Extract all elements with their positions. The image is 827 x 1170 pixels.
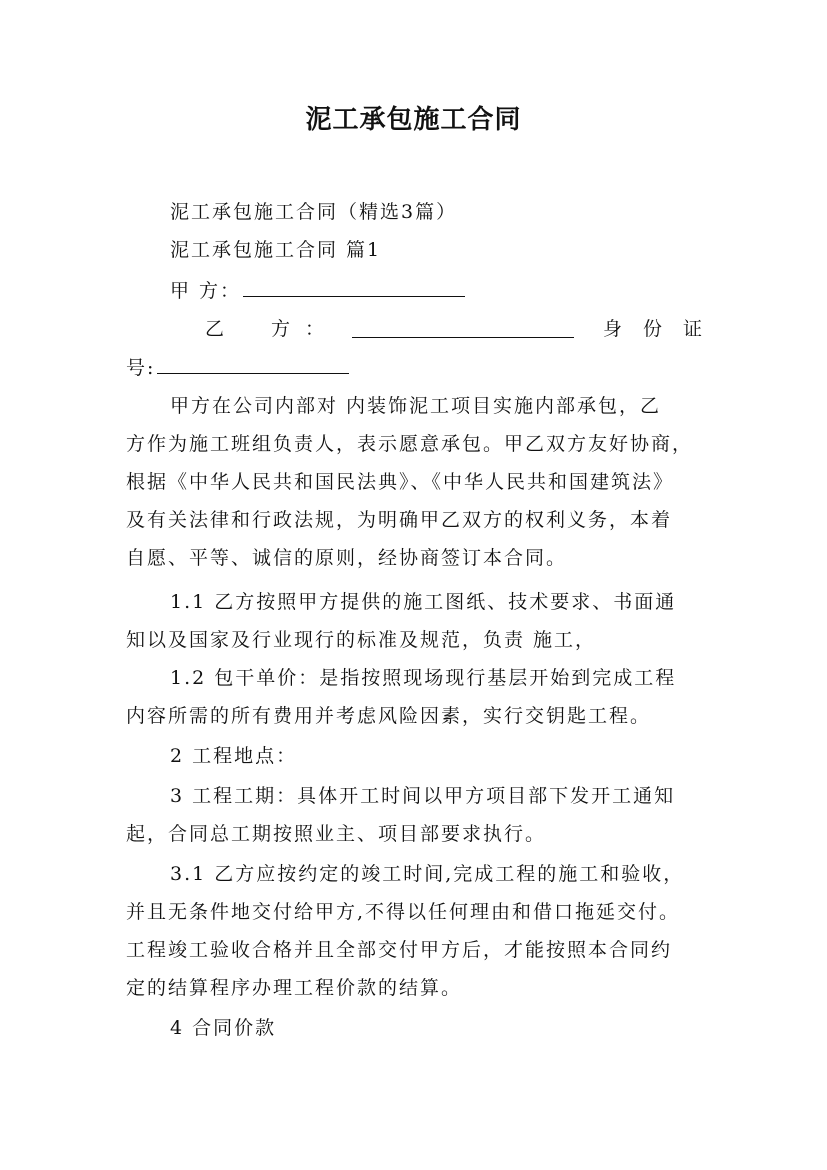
- clause-3-1-line-3: 工程竣工验收合格并且全部交付甲方后，才能按照本合同约: [126, 939, 673, 961]
- section-heading: 泥工承包施工合同 篇1: [170, 239, 382, 261]
- clause-1-2-line-2: 内容所需的所有费用并考虑风险因素，实行交钥匙工程。: [126, 705, 652, 727]
- id-label-cont: 号:: [126, 357, 156, 379]
- clause-1-1-line-1: 1.1 乙方按照甲方提供的施工图纸、技术要求、书面通: [170, 591, 677, 613]
- party-b-label-1: 乙: [205, 318, 227, 340]
- party-b-blank: [352, 319, 574, 338]
- id-number-line: [126, 354, 349, 382]
- document-title: 泥工承包施工合同: [305, 105, 522, 135]
- party-a-line: [170, 277, 465, 305]
- clause-3-line-2: 起，合同总工期按照业主、项目部要求执行。: [126, 823, 547, 845]
- clause-3-1-line-4: 定的结算程序办理工程价款的结算。: [126, 977, 463, 999]
- subtitle: 泥工承包施工合同（精选3篇）: [170, 201, 458, 223]
- body-line-2: 方作为施工班组负责人，表示愿意承包。甲乙双方友好协商，: [126, 433, 694, 455]
- clause-2: 2 工程地点：: [170, 745, 298, 767]
- clause-1-2-line-1: 1.2 包干单价：是指按照现场现行基层开始到完成工程: [170, 667, 677, 689]
- id-label-1: 身: [603, 318, 625, 340]
- party-a-blank: [243, 278, 465, 297]
- clause-4: 4 合同价款: [170, 1017, 277, 1039]
- id-label-3: 证: [683, 318, 705, 340]
- clause-3-line-1: 3 工程工期：具体开工时间以甲方项目部下发开工通知: [170, 785, 676, 807]
- id-label-2: 份: [643, 318, 665, 340]
- party-b-colon: ：: [305, 318, 327, 340]
- id-number-blank: [157, 355, 349, 374]
- body-line-3: 根据《中华人民共和国民法典》、《中华人民共和国建筑法》: [126, 471, 675, 493]
- clause-3-1-line-2: 并且无条件地交付给甲方,不得以任何理由和借口拖延交付。: [126, 901, 681, 923]
- clause-1-1-line-2: 知以及国家及行业现行的标准及规范，负责 施工，: [126, 629, 597, 651]
- party-a-label: 甲 方：: [170, 280, 242, 302]
- party-b-label-2: 方: [271, 318, 293, 340]
- body-line-1: 甲方在公司内部对 内装饰泥工项目实施内部承包，乙: [170, 395, 662, 417]
- body-line-4: 及有关法律和行政法规，为明确甲乙双方的权利义务，本着: [126, 509, 673, 531]
- body-line-5: 自愿、平等、诚信的原则，经协商签订本合同。: [126, 547, 568, 569]
- clause-3-1-line-1: 3.1 乙方应按约定的竣工时间,完成工程的施工和验收，: [170, 863, 685, 885]
